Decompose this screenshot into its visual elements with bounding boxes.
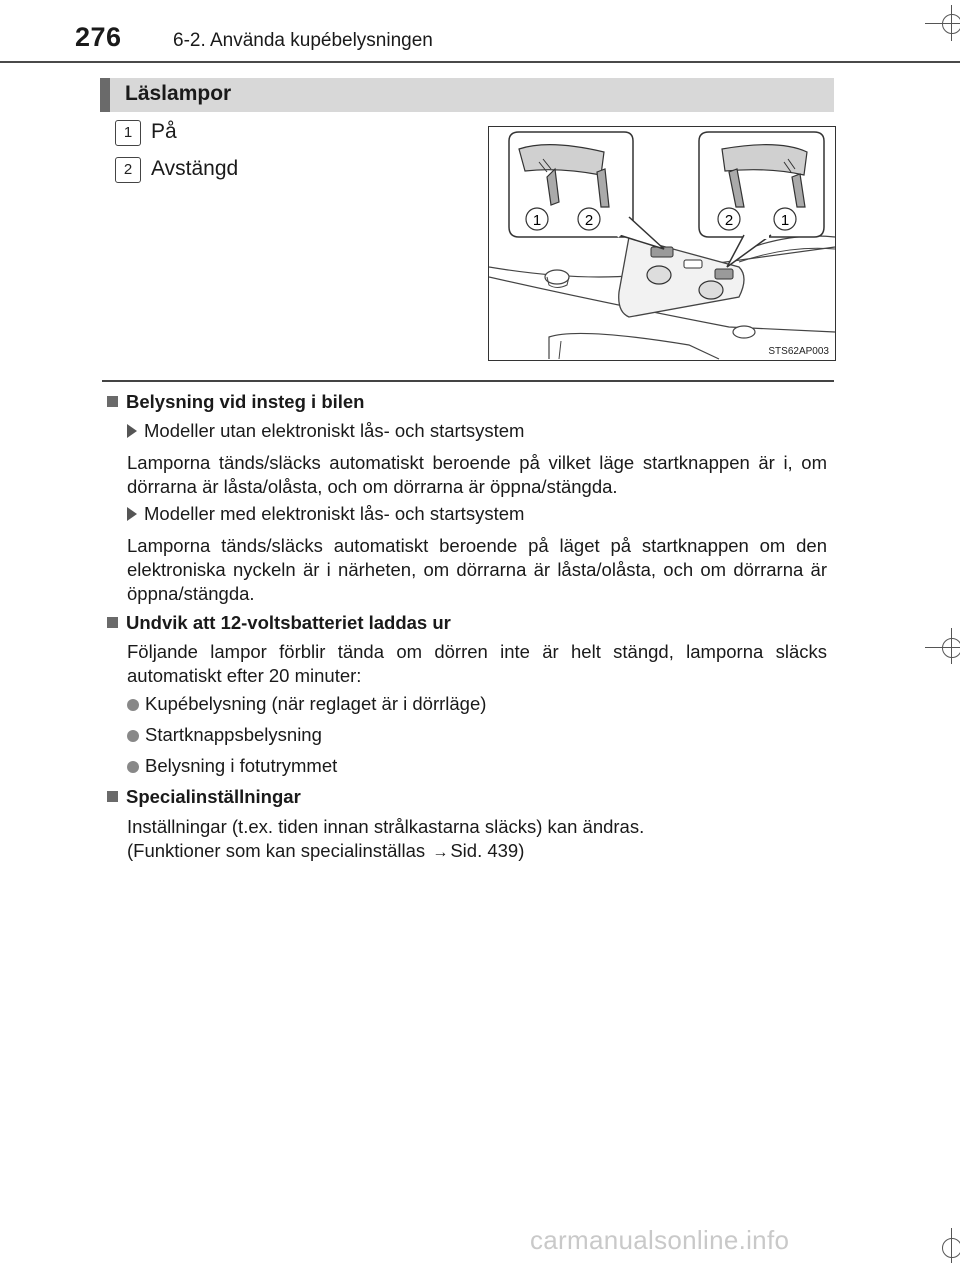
crop-line-mid-right-v (951, 628, 952, 664)
bullet-dot-icon (127, 730, 139, 742)
item-label-off: Avstängd (151, 157, 239, 180)
right-callout-num-1: 2 (724, 212, 734, 229)
bullet-item (127, 724, 322, 746)
illustration-svg (489, 127, 835, 360)
bullet-text: Startknappsbelysning (145, 724, 322, 745)
para-battery: Följande lampor förblir tända om dörren inte är helt stängd, lamporna släcks automatiskt efter 20 minuter: (127, 641, 827, 686)
para-customization (127, 815, 827, 865)
crop-line-bottom-right-v (951, 1228, 952, 1263)
reading-lamp-illustration (488, 126, 836, 361)
page-ref-link[interactable]: Sid. 439) (450, 840, 525, 861)
heading-square-icon (107, 396, 118, 407)
left-callout-num-2: 2 (584, 212, 594, 229)
heading-battery-text: Undvik att 12-voltsbatteriet laddas ur (126, 612, 451, 633)
left-callout-num-1: 1 (532, 212, 542, 229)
bullet-dot-icon (127, 761, 139, 773)
illustration-code: STS62AP003 (768, 346, 829, 357)
page-ref-arrow-icon: → (432, 844, 449, 861)
header-rule (0, 61, 960, 63)
heading-entry-lighting (107, 391, 365, 413)
triangle-bullet-icon (127, 507, 137, 521)
crop-line-top-right-v (951, 5, 952, 41)
item-number-2: 2 (115, 157, 141, 183)
customization-line-1: Inställningar (t.ex. tiden innan strålkastarna släcks) kan ändras. (127, 816, 645, 837)
page-number: 276 (75, 22, 122, 52)
heading-customization (107, 786, 301, 808)
crop-line-top-right-h (925, 23, 960, 24)
item-label-on: På (151, 120, 177, 143)
sub-without-smart-key (127, 420, 524, 442)
heading-square-icon (107, 791, 118, 802)
item-off (115, 157, 239, 183)
bullet-item (127, 755, 337, 777)
watermark: carmanualsonline.info (530, 1225, 790, 1255)
section-heading-bar (100, 78, 110, 112)
para-with-smart-key: Lamporna tänds/släcks automatiskt beroende på läget på startknappen om den elektroniska nyckeln är i närheten, om dörrarna är låsta/olåsta, och om dörrarna är öppna/stängda. (127, 535, 827, 604)
sub-with-smart-key (127, 503, 524, 525)
crop-line-mid-right-h (925, 647, 960, 648)
heading-battery (107, 612, 451, 634)
para-without-smart-key: Lamporna tänds/släcks automatiskt beroende på vilket läge startknappen är i, om dörrarna är låsta/olåsta, och om dörrarna är öppna/stängda. (127, 452, 827, 497)
bullet-item (127, 693, 486, 715)
item-on (115, 120, 177, 146)
item-number-1: 1 (115, 120, 141, 146)
sub-without-smart-key-text: Modeller utan elektroniskt lås- och startsystem (144, 420, 525, 441)
heading-square-icon (107, 617, 118, 628)
customization-prefix: (Funktioner som kan specialinställas (127, 840, 426, 861)
chapter-title: 6-2. Använda kupébelysningen (173, 30, 433, 51)
bullet-dot-icon (127, 699, 139, 711)
right-callout-num-2: 1 (780, 212, 790, 229)
section-heading-band (100, 78, 834, 112)
section-divider (102, 380, 834, 382)
sub-with-smart-key-text: Modeller med elektroniskt lås- och startsystem (144, 503, 525, 524)
triangle-bullet-icon (127, 424, 137, 438)
bullet-text: Belysning i fotutrymmet (145, 755, 338, 776)
heading-customization-text: Specialinställningar (126, 786, 301, 807)
customization-line-2 (127, 839, 827, 865)
bullet-text: Kupébelysning (när reglaget är i dörrläge) (145, 693, 487, 714)
section-title: Läslampor (125, 82, 232, 105)
heading-entry-lighting-text: Belysning vid insteg i bilen (126, 391, 365, 412)
